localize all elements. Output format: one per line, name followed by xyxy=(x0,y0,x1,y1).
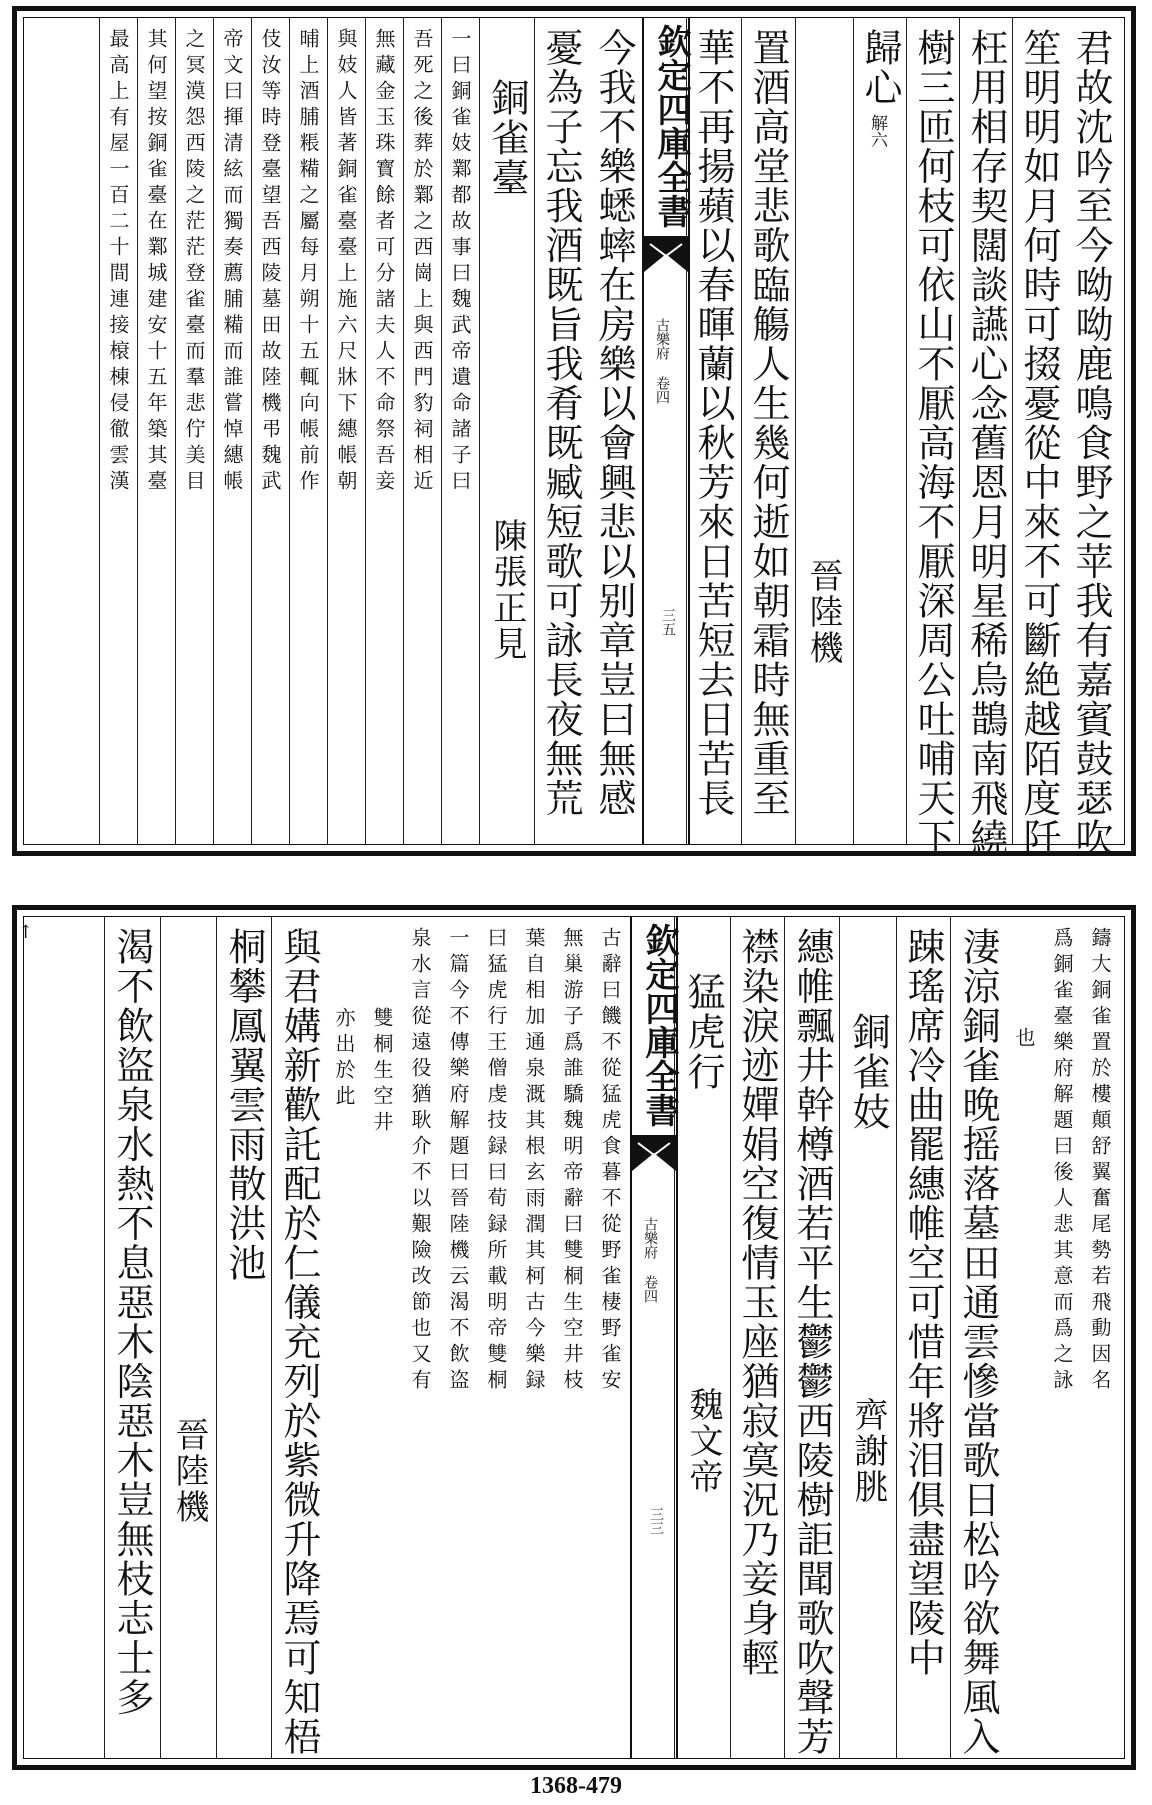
commentary-line: 無巢游子爲誰驕魏明帝辭曰雙桐生空井枝 xyxy=(560,927,584,1395)
poem-line: 歸心 xyxy=(858,28,902,107)
page-code: 1368-479 xyxy=(530,1773,622,1799)
text-column xyxy=(588,18,642,844)
commentary-line: 與妓人皆著銅雀臺臺上施六尺牀下繐帳朝 xyxy=(334,28,358,496)
commentary-column xyxy=(326,917,364,1758)
commentary-line: 伎汝等時登臺望吾西陵墓田故陸機弔魏武 xyxy=(258,28,282,496)
poem-line: 淒涼銅雀晚摇落墓田通雲慘當歌日松吟欲舞風入 xyxy=(956,927,1000,1757)
poem-line: 置酒高堂悲歌臨觴人生幾何逝如朝霜時無重至 xyxy=(746,28,790,818)
center-spine xyxy=(642,18,690,844)
book-title: 欽定四庫全書 xyxy=(651,24,691,228)
text-column xyxy=(959,18,1013,858)
poem-line: 樹三匝何枝可依山不厭高海不厭深周公吐哺天下 xyxy=(911,28,955,858)
text-column xyxy=(534,18,589,844)
poem-line: 憂為子忘我酒既旨我肴既臧短歌可詠長夜無荒 xyxy=(539,28,583,818)
author-name: 魏文帝 xyxy=(683,1387,723,1495)
commentary-line: 也 xyxy=(1012,1027,1036,1053)
commentary-column xyxy=(289,18,328,844)
poem-line: 桐攀鳳翼雲雨散洪池 xyxy=(222,927,266,1283)
commentary-column xyxy=(1006,917,1044,1758)
poem-title: 銅雀臺 xyxy=(485,78,529,198)
poem-line: 枉用相存契闊談讌心念舊恩月明星稀烏鵲南飛繞 xyxy=(964,28,1008,858)
text-column xyxy=(839,917,897,1758)
upper-page-text-area xyxy=(23,17,1125,858)
text-column xyxy=(795,18,854,844)
commentary-line: 泉水言從遠役猶耿介不以艱險改節也又有 xyxy=(408,927,432,1395)
poem-line: 繐帷飄井幹樽酒若平生鬱鬱西陵樹詎聞歌吹聲芳 xyxy=(790,927,834,1757)
upper-page-frame xyxy=(12,6,1136,856)
spine-page-number: 三三 xyxy=(648,1507,664,1535)
commentary-column xyxy=(478,917,516,1758)
author-name: 陳張正見 xyxy=(487,518,527,662)
commentary-line: 葉自相加通泉溉其根玄雨潤其柯古今樂録 xyxy=(522,927,546,1395)
poem-line: 襟染淚迹嬋娟空復情玉座猶寂寞況乃妾身輕 xyxy=(735,927,779,1678)
commentary-column xyxy=(1044,917,1082,1758)
commentary-column xyxy=(440,917,478,1758)
commentary-line: 無藏金玉珠寳餘者可分諸夫人不命祭吾妾 xyxy=(372,28,396,496)
spine-page-number: 三五 xyxy=(660,608,676,636)
volume-label: 古樂府 卷四 xyxy=(654,318,670,404)
commentary-line: 一曰銅雀妓鄴都故事曰魏武帝遺命諸子曰 xyxy=(448,28,472,496)
poem-title: 猛虎行 xyxy=(681,972,725,1092)
poem-line: 踈瑤席冷曲罷繐帷空可惜年將泪俱盡望陵中 xyxy=(901,927,945,1678)
commentary-column xyxy=(99,18,138,844)
commentary-column xyxy=(213,18,252,844)
poem-line: 君故沈吟至今呦呦鹿鳴食野之苹我有嘉賓鼓瑟吹 xyxy=(1069,28,1113,858)
commentary-column xyxy=(1082,917,1120,1758)
book-title: 欽定四庫全書 xyxy=(639,923,679,1127)
fish-tail-mark-icon xyxy=(644,236,688,272)
author-name: 晉陸機 xyxy=(169,1417,209,1525)
text-column xyxy=(1065,18,1120,858)
author-name: 晉陸機 xyxy=(803,558,843,666)
text-column xyxy=(160,917,217,1758)
commentary-column xyxy=(403,18,442,844)
text-column xyxy=(730,917,785,1758)
commentary-column xyxy=(554,917,592,1758)
text-column xyxy=(853,18,907,844)
text-column xyxy=(479,18,535,844)
poem-line: 今我不樂蟋蟀在房樂以會興悲以别章豈曰無感 xyxy=(592,28,636,818)
poem-line: 與君媾新歡託配於仁儀充列於紫微升降焉可知梧 xyxy=(277,927,321,1757)
text-column xyxy=(271,917,327,1758)
commentary-line: 鑄大銅雀置於樓顛舒翼奮尾勢若飛動因名 xyxy=(1088,927,1112,1395)
poem-line: 笙明明如月何時可掇憂從中來不可斷絶越陌度阡 xyxy=(1017,28,1061,858)
commentary-line: 爲銅雀臺樂府解題曰後人悲其意而爲之詠 xyxy=(1050,927,1074,1395)
text-column xyxy=(896,917,951,1758)
text-column xyxy=(741,18,796,844)
stanza-note: 解六 xyxy=(867,114,887,148)
text-column xyxy=(1012,18,1066,858)
center-spine xyxy=(630,917,678,1758)
poem-title: 銅雀妓 xyxy=(846,1012,890,1132)
volume-label: 古樂府 卷四 xyxy=(642,1217,658,1303)
commentary-line: 曰猛虎行王僧虔技録曰荀録所載明帝雙桐 xyxy=(484,927,508,1395)
commentary-line: 晡上酒脯粻糒之屬每月朔十五輒向帳前作 xyxy=(296,28,320,496)
poem-line: 渴不飲盜泉水熱不息惡木陰惡木豈無枝志士多 xyxy=(110,927,154,1717)
commentary-column xyxy=(327,18,366,844)
commentary-line: 古辭曰饑不從猛虎食暮不從野雀棲野雀安 xyxy=(598,927,622,1395)
commentary-column xyxy=(516,917,554,1758)
commentary-line: 之冥漠怨西陵之茫茫登雀臺而羣悲佇美目 xyxy=(182,28,206,496)
commentary-column xyxy=(364,917,402,1758)
commentary-line: 吾死之後葬於鄴之西崗上與西門豹祠相近 xyxy=(410,28,434,496)
lower-page-frame xyxy=(12,905,1136,1770)
text-column xyxy=(104,917,161,1758)
commentary-column xyxy=(592,917,630,1758)
commentary-line: 其何望按銅雀臺在鄴城建安十五年築其臺 xyxy=(144,28,168,496)
commentary-line: 最高上有屋一百二十間連接榱棟侵徹雲漢 xyxy=(106,28,130,496)
commentary-column xyxy=(137,18,176,844)
text-column xyxy=(950,917,1007,1758)
commentary-column xyxy=(251,18,290,844)
text-column xyxy=(906,18,960,858)
commentary-line: 帝文曰揮清絃而獨奏薦脯糒而誰嘗悼繐帳 xyxy=(220,28,244,496)
poem-line: 華不再揚蘋以春暉蘭以秋芳來日苦短去日苦長 xyxy=(691,28,735,818)
binding-mark: ↑ xyxy=(18,922,34,943)
author-name: 齊謝朓 xyxy=(848,1397,888,1505)
commentary-column xyxy=(365,18,404,844)
fish-tail-mark-icon xyxy=(632,1135,676,1171)
text-column xyxy=(216,917,272,1758)
lower-page-text-area xyxy=(23,916,1125,1759)
commentary-column xyxy=(402,917,440,1758)
commentary-line: 一篇今不傳樂府解題曰晉陸機云渴不飲盗 xyxy=(446,927,470,1395)
commentary-column xyxy=(175,18,214,844)
commentary-line: 雙桐生空井 xyxy=(370,1007,394,1137)
commentary-line: 亦出於此 xyxy=(332,1007,356,1111)
text-column xyxy=(784,917,840,1758)
commentary-column xyxy=(441,18,480,844)
